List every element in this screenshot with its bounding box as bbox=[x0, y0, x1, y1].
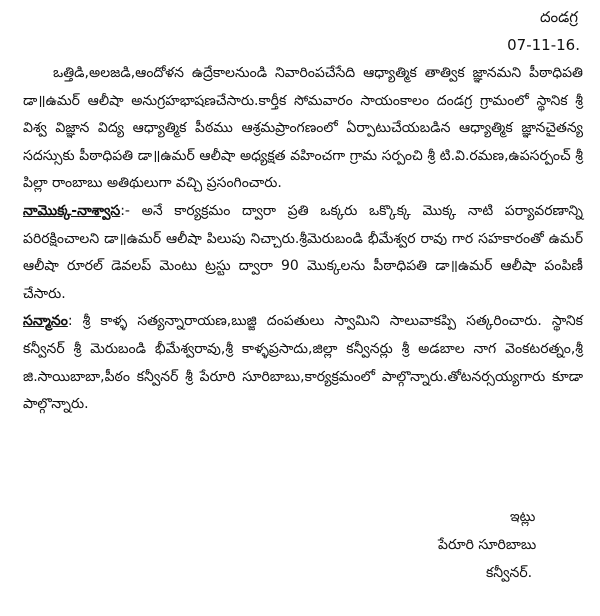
paragraph-intro-text: ఒత్తిడి,అలజడి,ఆందోళన ఉద్రేకాలనుండి నివారింపచేసేది ఆధ్యాత్మిక తాత్విక జ్ఞానమని పీఠాధిపతి డా॥ఉమర్ ఆలీషా అనుగ్రహభాషణచేసారు.కార్తీక సోమవారం సాయంకాలం దండగ్ర గ్రామంలో స్థానిక శ్రీ విశ్వ విజ్ఞాన విద్య ఆధ్యాత్మిక పీఠము ఆశ్రమప్రాంగణంలో ఏర్పాటుచేయబడిన ఆధ్యాత్మిక జ్ఞానచైతన్య సదస్సుకు పీఠాధిపతి డా॥ఉమర్ ఆలీషా అధ్యక్షత వహించగా గ్రామ సర్పంచి శ్రీ టి.వి.రమణ,ఉపసర్పంచ్ శ్రీ పిల్లా రాంబాబు అతిథులుగా వచ్చి ప్రసంగించారు. bbox=[23, 65, 583, 192]
felicitation-text: : శ్రీ కాళ్ళ సత్యన్నారాయణ,బుజ్జి దంపతులు స్వామిని సాలువాకప్పి సత్కరించారు. స్థానిక కన్వీనర్ శ్రీ మెరుబండి భీమేశ్వరావు,శ్రీ కాళ్ళప్రసాదు,జిల్లా కన్వీనర్లు శ్రీ అడబాల నాగ వెంకటరత్నం,శ్రీ జి.సాయిబాబా,పీఠం కన్వీనర్ శ్రీ పేరూరి సూరిబాబు,కార్యక్రమంలో పాల్గొన్నారు.తోటనర్సయ్యగారు కూడా పాల్గొన్నారు. bbox=[23, 313, 583, 413]
paragraph-felicitation bbox=[23, 308, 583, 418]
place-name: దండగ్ర bbox=[539, 8, 578, 26]
signatory-name: పేరూరి సూరిబాబు bbox=[438, 537, 537, 553]
felicitation-heading: సన్మానం bbox=[23, 313, 68, 330]
signature-block bbox=[438, 503, 536, 587]
letter-date: 07-11-16. bbox=[507, 36, 580, 54]
plantation-heading: నామొక్క-నాశ్వాస bbox=[23, 202, 121, 219]
closing-salutation: ఇట్లు bbox=[510, 509, 536, 525]
plantation-text: :- అనే కార్యక్రమం ద్వారా ప్రతి ఒక్కరు ఒక్కొక్క మొక్క నాటి పర్యావరణాన్ని పరిరక్షించాలని డా॥ఉమర్ ఆలీషా పిలుపు నిచ్చారు.శ్రీమెరుబండి భీమేశ్వర రావు గార సహకారంతో ఉమర్ ఆలీషా రూరల్ డెవలప్ మెంటు ట్రస్టు ద్వారా 90 మొక్కలను పీఠాధిపతి డా॥ఉమర్ ఆలీషా పంపిణీ చేసారు. bbox=[23, 202, 583, 302]
signatory-title: కన్వీనర్. bbox=[486, 565, 533, 581]
paragraph-plantation bbox=[23, 198, 583, 308]
paragraph-intro bbox=[23, 60, 583, 198]
letter-body bbox=[23, 60, 583, 419]
